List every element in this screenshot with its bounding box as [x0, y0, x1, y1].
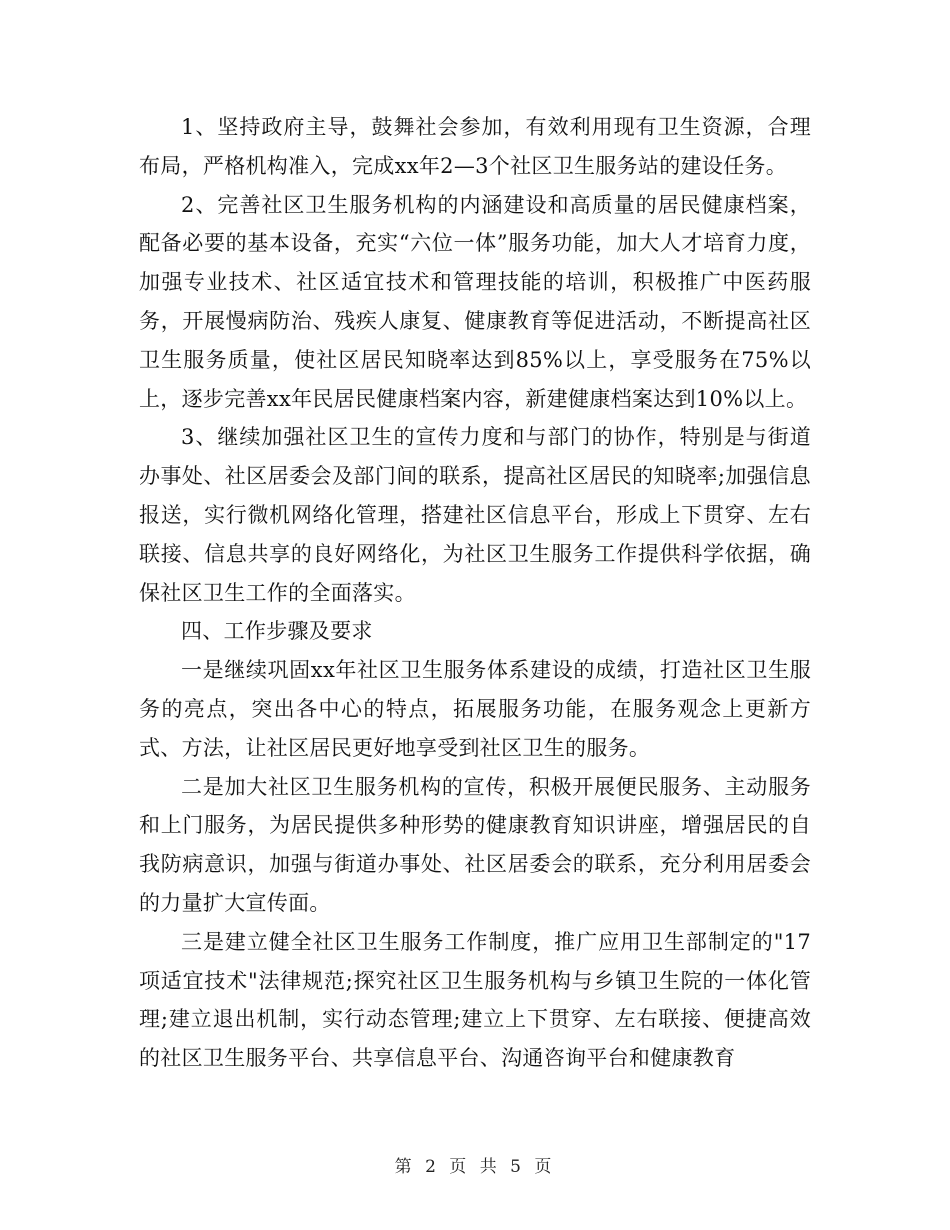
page-footer: 第 2 页 共 5 页 [394, 1157, 556, 1177]
paragraph-item-1: 1、坚持政府主导，鼓舞社会参加，有效利用现有卫生资源，合理布局，严格机构准入，完成xx年2—3个社区卫生服务站的建设任务。 [139, 115, 811, 178]
paragraph-item-2: 2、完善社区卫生服务机构的内涵建设和高质量的居民健康档案，配备必要的基本设备，充实“六位一体”服务功能，加大人才培育力度，加强专业技术、社区适宜技术和管理技能的培训，积极推广中医药服务，开展慢病防治、残疾人康复、健康教育等促进活动，不断提高社区卫生服务质量，使社区居民知晓率达到85%以上，享受服务在75%以上，逐步完善xx年民居民健康档案内容，新建健康档案达到10%以上。 [139, 192, 811, 411]
paragraph-item-3: 3、继续加强社区卫生的宣传力度和与部门的协作，特别是与街道办事处、社区居委会及部门间的联系，提高社区居民的知晓率;加强信息报送，实行微机网络化管理，搭建社区信息平台，形成上下贯穿、左右联接、信息共享的良好网络化，为社区卫生服务工作提供科学依据，确保社区卫生工作的全面落实。 [139, 425, 811, 605]
paragraph-step-3: 三是建立健全社区卫生服务工作制度，推广应用卫生部制定的"17项适宜技术"法律规范;探究社区卫生服务机构与乡镇卫生院的一体化管理;建立退出机制，实行动态管理;建立上下贯穿、左右联接、便捷高效的社区卫生服务平台、共享信息平台、沟通咨询平台和健康教育 [139, 929, 811, 1071]
paragraph-step-1: 一是继续巩固xx年社区卫生服务体系建设的成绩，打造社区卫生服务的亮点，突出各中心的特点，拓展服务功能，在服务观念上更新方式、方法，让社区居民更好地享受到社区卫生的服务。 [139, 658, 811, 760]
paragraph-step-2: 二是加大社区卫生服务机构的宣传，积极开展便民服务、主动服务和上门服务，为居民提供多种形势的健康教育知识讲座，增强居民的自我防病意识，加强与街道办事处、社区居委会的联系，充分利用居委会的力量扩大宣传面。 [139, 774, 811, 915]
section-heading: 四、工作步骤及要求 [181, 619, 373, 644]
document-page [139, 108, 811, 1078]
